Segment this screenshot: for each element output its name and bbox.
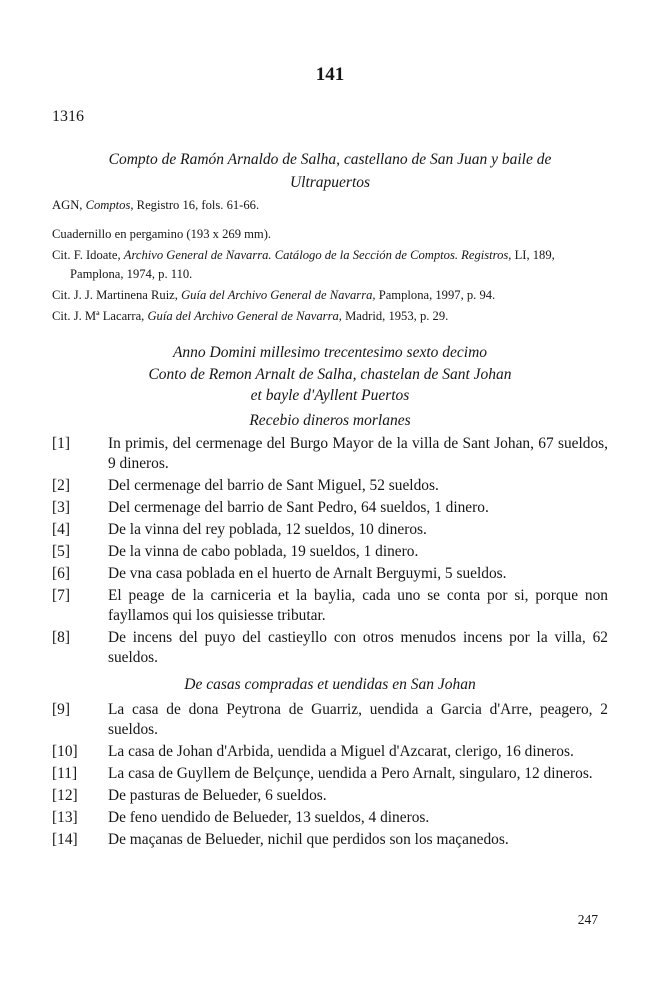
physical-description: Cuadernillo en pergamino (193 x 269 mm).: [52, 227, 272, 241]
citation-lead: Cit. J. J. Martinena Ruiz,: [52, 288, 182, 302]
citation-work: Guía del Archivo General de Navarra,: [147, 309, 342, 323]
list-item: [52, 700, 608, 740]
receipts-list: [52, 434, 608, 668]
entry-text: In primis, del cermenage del Burgo Mayor de la villa de Sant Johan, 67 sueldos, 9 dineros.: [108, 435, 608, 472]
entry-text: De maçanas de Belueder, nichil que perdidos son los maçanedos.: [108, 831, 509, 848]
list-item: [52, 476, 608, 496]
entry-number: [6]: [52, 565, 70, 582]
entry-text: La casa de dona Peytrona de Guarriz, uendida a Garcia d'Arre, peagero, 2 sueldos.: [108, 701, 608, 738]
document-number: 141: [315, 64, 345, 85]
list-item: [52, 434, 608, 474]
entry-number: [12]: [52, 787, 78, 804]
list-item: [52, 830, 608, 850]
houses-heading: De casas compradas et uendidas en San Johan: [184, 676, 476, 693]
entry-number: [7]: [52, 587, 70, 604]
entry-text: Del cermenage del barrio de Sant Pedro, 64 sueldos, 1 dinero.: [108, 499, 489, 516]
main-heading: [52, 342, 608, 407]
archive-reference: [52, 196, 610, 215]
archive-prefix: AGN,: [52, 198, 86, 212]
citation: [52, 307, 610, 326]
entry-text: El peage de la carniceria et la baylia, cada uno se conta por si, porque non fayllamos qui los quisiesse tributar.: [108, 587, 608, 624]
list-item: [52, 628, 608, 668]
citation-rest: Pamplona, 1997, p. 94.: [375, 288, 496, 302]
main-heading-line-3: et bayle d'Ayllent Puertos: [250, 387, 410, 404]
entry-number: [2]: [52, 477, 70, 494]
entry-text: De la vinna del rey poblada, 12 sueldos, 10 dineros.: [108, 521, 427, 538]
list-item: [52, 564, 608, 584]
references-block: [52, 196, 610, 326]
citation-rest: Madrid, 1953, p. 29.: [341, 309, 449, 323]
entry-number: [1]: [52, 435, 70, 452]
citation-rest: LI, 189, Pamplona, 1974, p. 110.: [70, 248, 555, 281]
entry-number: [9]: [52, 701, 70, 718]
citation: [52, 246, 610, 284]
entry-text: De la vinna de cabo poblada, 19 sueldos, 1 dinero.: [108, 543, 419, 560]
document-year: 1316: [52, 108, 84, 125]
houses-list: [52, 700, 608, 850]
list-item: [52, 520, 608, 540]
list-item: [52, 542, 608, 562]
main-heading-line-1: Anno Domini millesimo trecentesimo sexto decimo: [172, 344, 488, 361]
citation-lead: Cit. F. Idoate,: [52, 248, 124, 262]
entry-text: De incens del puyo del castieyllo con otros menudos incens por la villa, 62 sueldos.: [108, 629, 608, 666]
entry-number: [3]: [52, 499, 70, 516]
entry-number: [11]: [52, 765, 78, 782]
entry-text: De pasturas de Belueder, 6 sueldos.: [108, 787, 327, 804]
list-item: [52, 764, 608, 784]
entry-number: [8]: [52, 629, 70, 646]
document-title: [70, 148, 590, 194]
citation-lead: Cit. J. Mª Lacarra,: [52, 309, 148, 323]
entry-text: Del cermenage del barrio de Sant Miguel, 52 sueldos.: [108, 477, 439, 494]
list-item: [52, 786, 608, 806]
list-item: [52, 586, 608, 626]
entry-number: [13]: [52, 809, 78, 826]
title-line-1: Compto de Ramón Arnaldo de Salha, castellano de San Juan y baile de: [108, 151, 552, 168]
entry-number: [10]: [52, 743, 78, 760]
citation-work: Guía del Archivo General de Navarra,: [181, 288, 376, 302]
citation-work: Archivo General de Navarra. Catálogo de la Sección de Comptos. Registros,: [123, 248, 512, 262]
archive-series: Comptos,: [85, 198, 134, 212]
citation: [52, 286, 610, 305]
entry-text: La casa de Johan d'Arbida, uendida a Miguel d'Azcarat, clerigo, 16 dineros.: [108, 743, 574, 760]
main-heading-line-2: Conto de Remon Arnalt de Salha, chastelan de Sant Johan: [148, 365, 512, 383]
list-item: [52, 808, 608, 828]
list-item: [52, 742, 608, 762]
entry-number: [14]: [52, 831, 78, 848]
entry-number: [5]: [52, 543, 70, 560]
receipts-heading: Recebio dineros morlanes: [249, 412, 411, 429]
entry-number: [4]: [52, 521, 70, 538]
title-line-2: Ultrapuertos: [289, 174, 371, 191]
archive-details: Registro 16, fols. 61-66.: [133, 198, 260, 212]
entry-text: De vna casa poblada en el huerto de Arnalt Berguymi, 5 sueldos.: [108, 565, 507, 582]
entry-text: La casa de Guyllem de Belçunçe, uendida a Pero Arnalt, singularo, 12 dineros.: [108, 765, 593, 782]
entry-text: De feno uendido de Belueder, 13 sueldos, 4 dineros.: [108, 809, 430, 826]
list-item: [52, 498, 608, 518]
page-number: 247: [577, 912, 598, 927]
